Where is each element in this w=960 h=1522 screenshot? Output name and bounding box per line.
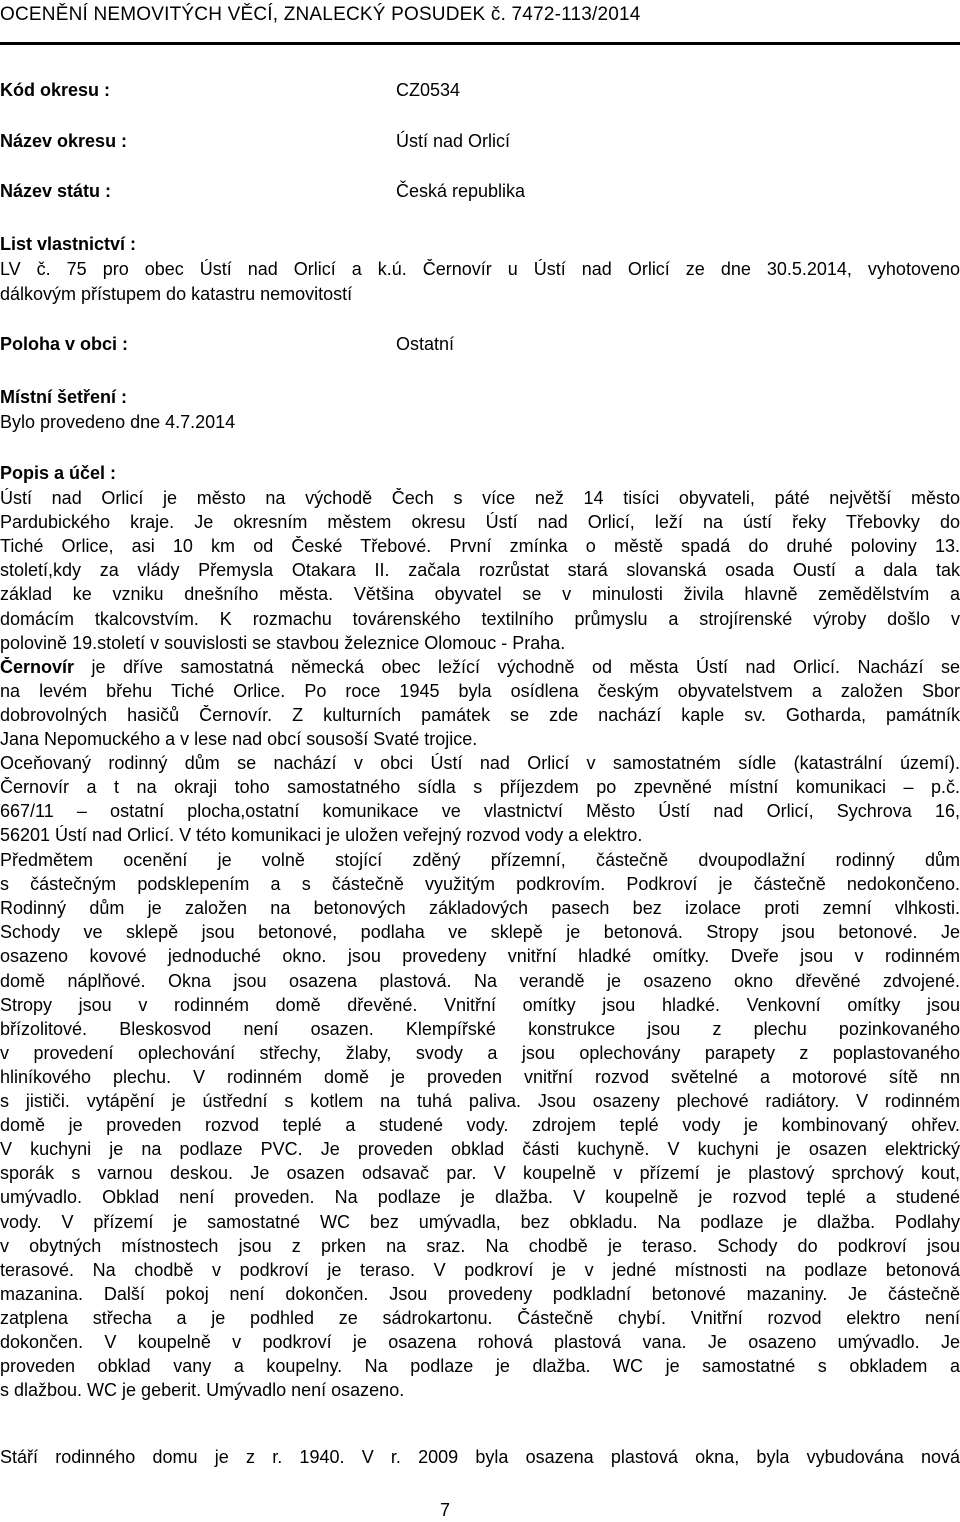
text-line: domě náplňové. Okna jsou osazena plastová. Na verandě je osazeno okno dřevěné zdvojené.	[0, 970, 960, 991]
text-line: století,kdy za vlády Přemysla Otakara II. začala rozrůstat stará slovanská osada Oustí a dala tak	[0, 560, 960, 581]
text-line: Černovír a t na okraji toho samostatného sídla s příjezdem po zpevněné místní komunikaci – p.č.	[0, 777, 960, 798]
text-line: vody. V přízemí je samostatné WC bez umývadla, bez obkladu. Na podlaze je dlažba. Podlahy	[0, 1211, 960, 1232]
text-line: s částečným podsklepením a s částečně využitým podkrovím. Podkroví je částečně nedokončeno.	[0, 874, 960, 895]
kod-okresu-label: Kód okresu :	[0, 80, 111, 100]
nazev-okresu-label: Název okresu :	[0, 131, 128, 151]
setreni-label: Místní šetření :	[0, 387, 128, 407]
list-vlastnictvi-line: LV č. 75 pro obec Ústí nad Orlicí a k.ú. Černovír u Ústí nad Orlicí ze dne 30.5.2014, vyhotoveno	[0, 259, 960, 279]
poloha-value: Ostatní	[396, 334, 455, 354]
setreni-value: Bylo provedeno dne 4.7.2014	[0, 412, 236, 432]
nazev-okresu-value: Ústí nad Orlicí	[396, 131, 511, 151]
text-line: břízolitové. Bleskosvod není osazen. Klempířské konstrukce jsou z plechu pozinkovaného	[0, 1018, 960, 1039]
text-line: Schody ve sklepě jsou betonové, podlaha ve sklepě je betonová. Stropy jsou betonové. Je	[0, 922, 960, 943]
text-line: Rodinný dům je založen na betonových základových pasech bez izolace proti zemní vlhkosti.	[0, 898, 960, 919]
text-line: s jističi. vytápění je ústřední s kotlem na tuhá paliva. Jsou osazeny plechové radiátory. V rodinném	[0, 1091, 960, 1111]
cernovir-rest: je dříve samostatná německá obec ležící východně od města Ústí nad Orlicí. Nachází se	[74, 657, 960, 677]
text-line: Stropy jsou v rodinném domě dřevěné. Vnitřní omítky jsou hladké. Venkovní omítky jsou	[0, 994, 960, 1015]
text-line: sporák s varnou deskou. Je osazen odsavač par. V koupelně v přízemí je plastový sprchový kout,	[0, 1163, 960, 1184]
list-vlastnictvi-label: List vlastnictví :	[0, 234, 137, 254]
text-line: domácím tkalcovstvím. K rozmachu továrenského textilního průmyslu a strojírenské výroby došlo v	[0, 608, 960, 629]
text-line: hliníkového plechu. V rodinném domě je proveden vnitřní rozvod světelné a motorové sítě nn	[0, 1066, 960, 1087]
text-line: domě je proveden rozvod teplé a studené vody. zdrojem teplé vody je kombinovaný ohřev.	[0, 1115, 960, 1136]
text-line: s dlažbou. WC je geberit. Umývadlo není osazeno.	[0, 1380, 405, 1401]
text-line: Oceňovaný rodinný dům se nachází v obci Ústí nad Orlicí v samostatném sídle (katastrální území).	[0, 753, 960, 773]
page-number: 7	[440, 1500, 451, 1520]
text-line: Tiché Orlice, asi 10 km od České Třebové. První zmínka o městě spadá do druhé poloviny 13.	[0, 536, 960, 557]
text-line: na levém břehu Tiché Orlice. Po roce 1945 byla osídlena českým obyvatelstvem a založen Sbor	[0, 681, 960, 702]
text-line: Pardubického kraje. Je okresním městem okresu Ústí nad Orlicí, leží na ústí řeky Třebovky do	[0, 512, 960, 533]
text-line: v provedení oplechování střechy, žlaby, svody a jsou oplechovány parapety z poplastovaného	[0, 1042, 960, 1063]
poloha-label: Poloha v obci :	[0, 334, 129, 354]
popis-label: Popis a účel :	[0, 463, 117, 483]
nazev-statu-value: Česká republika	[396, 181, 526, 201]
text-line: Předmětem ocenění je volně stojící zděný přízemní, částečně dvoupodlažní rodinný dům	[0, 850, 960, 870]
text-line: proveden obklad vany a koupelny. Na podlaze je dlažba. WC je samostatné s obkladem a	[0, 1356, 960, 1377]
text-line: polovině 19.století v souvislosti se stavbou železnice Olomouc - Praha.	[0, 632, 566, 653]
header-rule	[0, 42, 960, 45]
stari-line: Stáří rodinného domu je z r. 1940. V r. 2009 byla osazena plastová okna, byla vybudována nová	[0, 1447, 960, 1467]
text-line: dokončen. V koupelně v podkroví je osazena rohová plastová vana. Je osazeno umývadlo. Je	[0, 1332, 960, 1352]
text-line: v obytných místnostech jsou z prken na sraz. Na chodbě je teraso. Schody do podkroví jsou	[0, 1235, 960, 1256]
kod-okresu-value: CZ0534	[396, 80, 461, 100]
text-line: Jana Nepomuckého a v lese nad obcí sousoší Svaté trojice.	[0, 729, 478, 750]
text-line: základ ke vzniku dnešního města. Většina obyvatel se v minulosti živila hlavně zemědělstvím a	[0, 584, 960, 605]
text-line: V kuchyni je na podlaze PVC. Je proveden obklad části kuchyně. V kuchyni je osazen elektrický	[0, 1139, 960, 1160]
nazev-statu-label: Název státu :	[0, 181, 112, 201]
text-line: mazanina. Další pokoj není dokončen. Jsou provedeny podkladní betonové mazaniny. Je částečně	[0, 1283, 960, 1304]
cernovir-bold: Černovír	[0, 657, 75, 677]
text-line: 56201 Ústí nad Orlicí. V této komunikaci je uložen veřejný rozvod vody a elektro.	[0, 825, 643, 846]
text-line: dobrovolných hasičů Černovír. Z kulturních památek se zde nachází kaple sv. Gotharda, památník	[0, 705, 960, 726]
text-line	[0, 657, 960, 678]
page-header: OCENĚNÍ NEMOVITÝCH VĚCÍ, ZNALECKÝ POSUDEK č. 7472-113/2014	[0, 4, 641, 25]
text-line: 667/11 – ostatní plocha,ostatní komunikace ve vlastnictví Město Ústí nad Orlicí, Sychrova 16,	[0, 801, 960, 822]
text-line: terasové. Na chodbě v podkroví je teraso. V podkroví je v jedné místnosti na podlaze betonová	[0, 1259, 960, 1280]
text-line: zatplena střecha a je podhled ze sádrokartonu. Částečně chybí. Vnitřní rozvod elektro není	[0, 1307, 960, 1328]
list-vlastnictvi-line: dálkovým přístupem do katastru nemovitostí	[0, 284, 353, 304]
text-line: umývadlo. Obklad není proveden. Na podlaze je dlažba. V koupelně je rozvod teplé a studené	[0, 1187, 960, 1208]
text-line: Ústí nad Orlicí je město na východě Čech s více než 14 tisíci obyvateli, páté největší město	[0, 488, 960, 508]
text-line: osazeno kovové jednoduché okno. jsou provedeny vnitřní hladké omítky. Dveře jsou v rodinném	[0, 946, 960, 967]
